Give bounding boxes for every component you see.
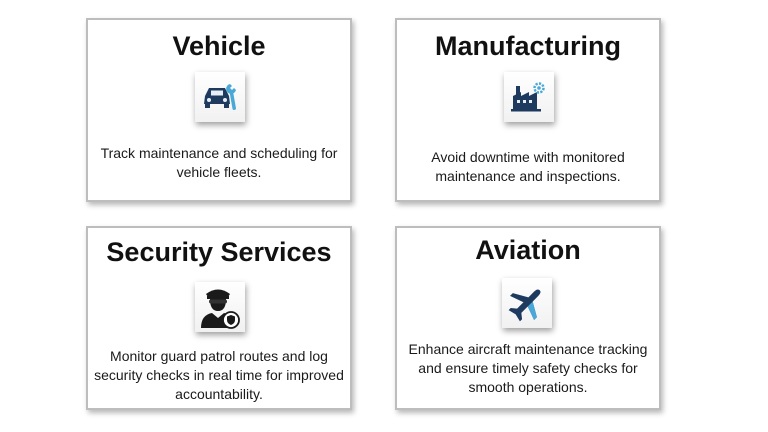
card-title: Vehicle xyxy=(172,31,266,61)
factory-gear-icon xyxy=(510,80,548,114)
icon-tile xyxy=(195,72,245,122)
icon-tile xyxy=(504,72,554,122)
card-title: Aviation xyxy=(475,235,581,265)
card-aviation xyxy=(395,226,661,410)
card-security-services xyxy=(86,226,352,410)
security-guard-icon xyxy=(198,284,242,330)
card-description: Monitor guard patrol routes and log security checks in real time for improved accountability. xyxy=(94,348,344,402)
card-description: Avoid downtime with monitored maintenance and inspections. xyxy=(431,149,625,184)
card-title: Security Services xyxy=(106,237,332,267)
card-description: Track maintenance and scheduling for vehicle fleets. xyxy=(100,145,338,180)
car-wrench-icon xyxy=(200,80,240,114)
icon-tile xyxy=(502,278,552,328)
card-title: Manufacturing xyxy=(435,31,621,61)
card-description: Enhance aircraft maintenance tracking and ensure timely safety checks for smooth operations. xyxy=(408,341,648,395)
card-vehicle xyxy=(86,18,352,202)
airplane-icon xyxy=(507,283,547,323)
card-manufacturing xyxy=(395,18,661,202)
icon-tile xyxy=(195,282,245,332)
